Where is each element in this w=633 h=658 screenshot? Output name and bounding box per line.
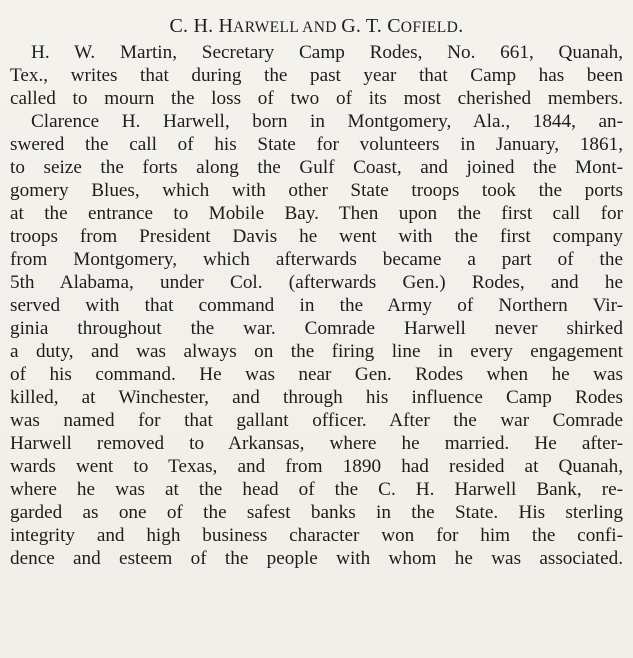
paragraph-line: wards went to Texas, and from 1890 had resided at Quanah, [10,456,623,477]
title-name1-initial: H [218,15,234,37]
paragraph-line: swered the call of his State for volunteers in January, 1861, [10,134,623,155]
title-name1-rest: ARWELL [233,19,299,36]
paragraph-line: called to mourn the loss of two of its most cherished members. [10,88,623,109]
paragraph-line: 5th Alabama, under Col. (afterwards Gen.) Rodes, and he [10,272,623,293]
paragraph-line: from Montgomery, which afterwards became a part of the [10,249,623,270]
paragraph-line: garded as one of the safest banks in the State. His sterling [10,502,623,523]
paragraph-1 [10,41,623,110]
paragraph-line: troops from President Davis he went with the first company [10,226,623,247]
paragraph-line: to seize the forts along the Gulf Coast, and joined the Mont- [10,157,623,178]
paragraph-line: Clarence H. Harwell, born in Montgomery, Ala., 1844, an- [31,111,623,132]
title-name2-rest: OFIELD [400,19,459,36]
paragraph-line: dence and esteem of the people with whom he was associated. [10,548,623,569]
title-name1-prefix: C. H. [169,15,219,37]
paragraph-line: Harwell removed to Arkansas, where he married. He after- [10,433,623,454]
paragraph-line: gomery Blues, which with other State troops took the ports [10,180,623,201]
paragraph-line: was named for that gallant officer. After the war Comrade [10,410,623,431]
paragraph-line: H. W. Martin, Secretary Camp Rodes, No. 661, Quanah, [31,42,623,63]
paragraph-2 [10,110,623,570]
paragraph-line: ginia throughout the war. Comrade Harwell never shirked [10,318,623,339]
title-trailing-period: . [458,15,464,37]
paragraph-line: killed, at Winchester, and through his influence Camp Rodes [10,387,623,408]
paragraph-line: integrity and high business character won for him the confi- [10,525,623,546]
paragraph-line: of his command. He was near Gen. Rodes when he was [10,364,623,385]
paragraph-line: served with that command in the Army of Northern Vir- [10,295,623,316]
paragraph-line: at the entrance to Mobile Bay. Then upon the first call for [10,203,623,224]
paragraph-line: where he was at the head of the C. H. Harwell Bank, re- [10,479,623,500]
title-name2-prefix: G. T. [341,15,388,37]
title-name2-initial: C [387,15,401,37]
article-title [10,14,623,40]
paragraph-line: Tex., writes that during the past year that Camp has been [10,65,623,86]
title-conjunction: AND [298,19,342,36]
paragraph-line: a duty, and was always on the firing line in every engagement [10,341,623,362]
